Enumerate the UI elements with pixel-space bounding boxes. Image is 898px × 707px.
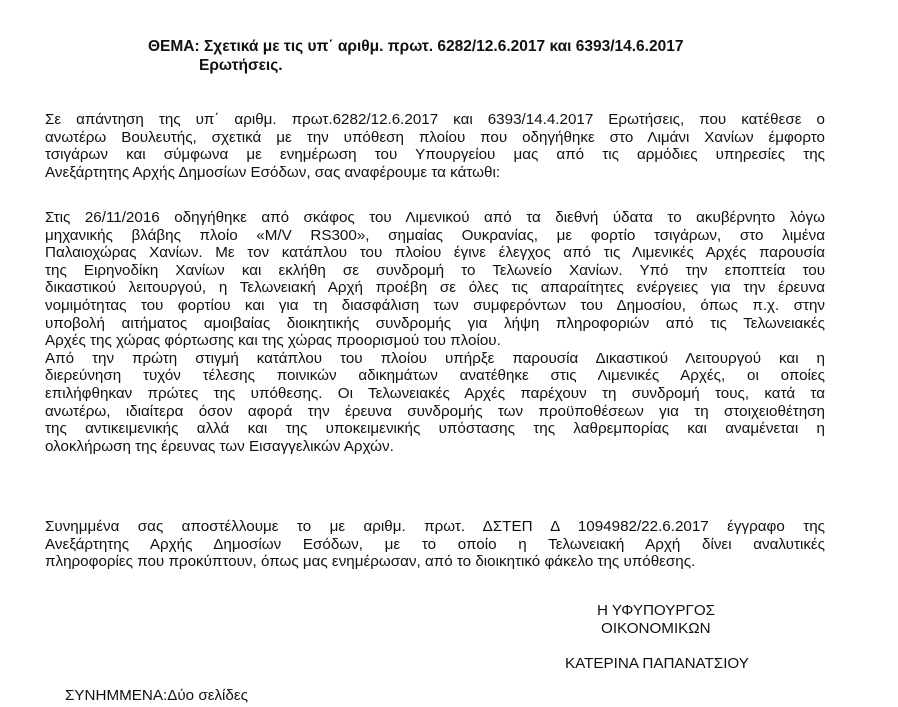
paragraph-line: ανωτέρω, ιδιαίτερα όσον αφορά την έρευνα συνδρομής των προϋποθέσεων για τη στοιχειοθέτηση xyxy=(45,402,825,420)
paragraph-line: Από την πρώτη στιγμή κατάπλου του πλοίου υπήρξε παρουσία Δικαστικού Λειτουργού και η xyxy=(45,349,825,367)
paragraph-line: δικαστικού λειτουργού, η Τελωνειακή Αρχή προέβη σε όλες τις απαραίτητες ενέργειες για την έρευνα xyxy=(45,279,825,297)
paragraph-line: ολοκλήρωση της έρευνας των Εισαγγελικών Αρχών. xyxy=(45,437,394,455)
paragraph-line: της αντικειμενικής αλλά και της υποκειμενικής υπόστασης της λαθρεμπορίας και αναμένεται η xyxy=(45,420,825,438)
paragraph-line: Ανεξάρτητης Αρχής Δημοσίων Εσόδων, με το οποίο η Τελωνειακή Αρχή δίνει αναλυτικές xyxy=(45,535,825,553)
paragraph-line: επιλήφθηκαν πρώτες της υπόθεσης. Οι Τελωνειακές Αρχές παρέχουν τη συνδρομή τους, κατά τα xyxy=(45,384,825,402)
signature-title-line-1: Η ΥΦΥΠΟΥΡΓΟΣ xyxy=(597,602,716,619)
paragraph-intro xyxy=(45,111,825,181)
paragraph-line: Στις 26/11/2016 οδηγήθηκε από σκάφος του Λιμενικού από τα διεθνή ύδατα το ακυβέρνητο λόγω xyxy=(45,209,825,226)
paragraph-line: Παλαιοχώρας Χανίων. Με τον κατάπλου του πλοίου έγινε έλεγχος από τις Λιμενικές Αρχές παρουσία xyxy=(45,244,825,262)
paragraph-line: της Ειρηνοδίκη Χανίων και εκλήθη σε συνδρομή το Τελωνείο Χανίων. Υπό την εποπτεία του xyxy=(45,261,825,279)
paragraph-line: μηχανικής βλάβης πλοίο «M/V RS300», σημαίας Ουκρανίας, με φορτίο τσιγάρων, στο λιμένα xyxy=(45,226,825,244)
subject-line-1: Σχετικά με τις υπ΄ αριθμ. πρωτ. 6282/12.6.2017 και 6393/14.6.2017 xyxy=(203,38,684,55)
paragraph-line: Αρχές της χώρας φόρτωσης και της χώρας προορισμού του πλοίου. xyxy=(45,332,501,350)
paragraph-details xyxy=(45,209,825,455)
signature-title-line-2: ΟΙΚΟΝΟΜΙΚΩΝ xyxy=(601,620,711,637)
paragraph-line: υποβολή αιτήματος αμοιβαίας διοικητικής συνδρομής για λήψη πληροφοριών από τις Τελωνειακές xyxy=(45,314,825,332)
paragraph-line: πληροφορίες που προκύπτουν, όπως μας ενημέρωσαν, από το διοικητικό φάκελο της υπόθεσης. xyxy=(45,553,696,571)
attachments-note: ΣΥΝΗΜΜΕΝΑ:Δύο σελίδες xyxy=(65,687,248,704)
subject-heading xyxy=(148,37,683,75)
paragraph-line: τσιγάρων και σύμφωνα με ενημέρωση του Υπουργείου μας από τις αρμόδιες υπηρεσίες της xyxy=(45,146,825,164)
paragraph-line: διερεύνηση τυχόν τέλεσης ποινικών αδικημάτων ανατέθηκε στις Λιμενικές Αρχές, οι οποίες xyxy=(45,367,825,385)
subject-line-2: Ερωτήσεις. xyxy=(199,57,283,74)
paragraph-line: ανωτέρω Βουλευτής, σχετικά με την υπόθεση πλοίου που οδηγήθηκε στο Λιμάνι Χανίων έμφορτο xyxy=(45,128,825,146)
signature-name: ΚΑΤΕΡΙΝΑ ΠΑΠΑΝΑΤΣΙΟΥ xyxy=(565,655,749,672)
paragraph-line: Ανεξάρτητης Αρχής Δημοσίων Εσόδων, σας αναφέρουμε τα κάτωθι: xyxy=(45,163,501,181)
subject-label: ΘΕΜΑ: xyxy=(148,38,200,55)
paragraph-line: νομιμότητας του φορτίου και για τη διασφάλιση των συμφερόντων του Δημοσίου, όπως π.χ. στην xyxy=(45,296,825,314)
paragraph-line: Σε απάντηση της υπ΄ αριθμ. πρωτ.6282/12.6.2017 και 6393/14.4.2017 Ερωτήσεις, που κατέθεσε ο xyxy=(45,111,825,128)
paragraph-line: Συνημμένα σας αποστέλλουμε το με αριθμ. πρωτ. ΔΣΤΕΠ Δ 1094982/22.6.2017 έγγραφο της xyxy=(45,518,825,535)
paragraph-attachment-note xyxy=(45,518,825,571)
